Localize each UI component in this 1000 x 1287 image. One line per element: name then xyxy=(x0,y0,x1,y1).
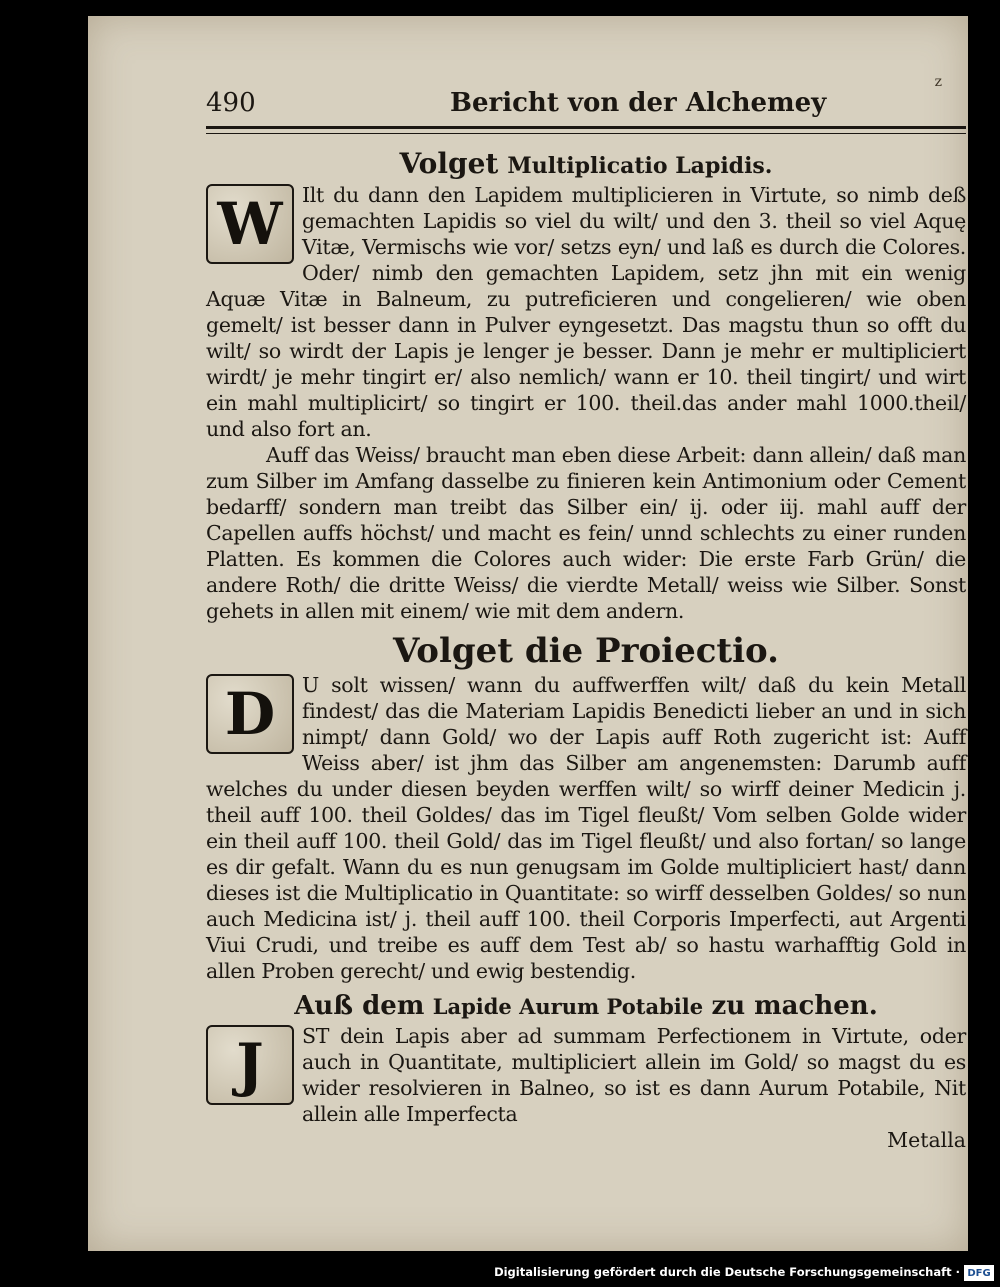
footer-bar xyxy=(0,1251,1000,1287)
corner-mark: z xyxy=(934,74,942,90)
decorated-initial-j: J xyxy=(206,1025,294,1105)
page-number: 490 xyxy=(206,88,256,118)
heading-aurum-potabile xyxy=(206,990,966,1023)
heading-aurum-gothic-2: zu machen. xyxy=(711,991,878,1021)
decorated-initial-w: W xyxy=(206,184,294,264)
page-content xyxy=(206,88,966,1153)
catchword: Metalla xyxy=(887,1127,966,1152)
dfg-logo-icon: DFG xyxy=(964,1265,994,1281)
heading-multiplicatio-roman: Multiplicatio Lapidis. xyxy=(507,153,773,179)
paragraph-proiectio-1: U solt wissen/ wann du auffwerffen wilt/ daß du kein Metall findest/ das die Materiam Lapidis Benedicti lieber an und in sich nimpt/ dann Gold/ wo der Lapis auff Roth zugericht ist: Auff Weiss aber/ ist jhm das Silber am angenemsten: Darumb auff welches du under diesen beyden werffen wilt/ so wirff deiner Medicin j. theil auff 100. theil Goldes/ das im Tigel fleußt/ Vom selben Golde wider ein theil auff 100. theil Gold/ das im Tigel fleußt/ und also fortan/ so lange es dir gefalt. Wann du es nun genugsam im Golde multipliciert hast/ dann dieses ist die Multiplicatio in Quantitate: so wirff desselben Goldes/ so nun auch Medicina ist/ j. theil auff 100. theil Corporis Imperfecti, aut Argenti Viui Crudi, und treibe es auff dem Test ab/ so hastu warhafftig Gold in allen Proben gerecht/ und ewig bestendig. xyxy=(206,673,966,983)
heading-aurum-gothic-1: Auß dem xyxy=(294,991,425,1021)
paragraph-aurum-1: ST dein Lapis aber ad summam Perfectionem in Virtute, oder auch in Quantitate, multipliciert allein im Gold/ so magst du es wider resolvieren in Balneo, so ist es dann Aurum Potabile, Nit allein alle Imperfecta xyxy=(302,1023,966,1126)
book-page xyxy=(88,16,968,1251)
page-header xyxy=(206,88,966,126)
heading-proiectio: Volget die Proiectio. xyxy=(393,630,779,671)
running-title: Bericht von der Alchemey xyxy=(450,88,827,118)
paragraph-multiplicatio-1: Ilt du dann den Lapidem multiplicieren in Virtute, so nimb deß gemachten Lapidis so viel du wilt/ und den 3. theil so viel Aquę Vitæ, Vermischs wie vor/ setzs eyn/ und laß es durch die Colores. Oder/ nimb den gemachten Lapidem, setz jhn mit ein wenig Aquæ Vitæ in Balneum, zu putreficieren und congelieren/ wie oben gemelt/ ist besser dann in Pulver eyngesetzt. Das magstu thun so offt du wilt/ so wirdt der Lapis je lenger je besser. Dann je mehr er multipliciert wirdt/ je mehr tingirt er/ also nemlich/ wann er 10. theil tingirt/ und wirt ein mahl multiplicirt/ so tingirt er 100. theil.das ander mahl 1000.theil/ und also fort an. xyxy=(206,182,966,441)
heading-multiplicatio-gothic: Volget xyxy=(399,147,499,180)
heading-aurum-roman: Lapide Aurum Potabile xyxy=(432,994,704,1019)
header-rule xyxy=(206,126,966,134)
decorated-initial-d: D xyxy=(206,674,294,754)
footer-credit: Digitalisierung gefördert durch die Deutsche Forschungsgemeinschaft · xyxy=(494,1265,960,1279)
heading-multiplicatio xyxy=(206,146,966,182)
paragraph-multiplicatio-2: Auff das Weiss/ braucht man eben diese Arbeit: dann allein/ daß man zum Silber im Amfang dasselbe zu finieren kein Antimonium oder Cement bedarff/ sondern man treibt das Silber ein/ ij. oder iij. mahl auff der Capellen auffs höchst/ und macht es fein/ unnd schlechts zu einer runden Platten. Es kommen die Colores auch wider: Die erste Farb Grün/ die andere Roth/ die dritte Weiss/ die vierdte Metall/ weiss wie Silber. Sonst gehets in allen mit einem/ wie mit dem andern. xyxy=(206,442,966,623)
